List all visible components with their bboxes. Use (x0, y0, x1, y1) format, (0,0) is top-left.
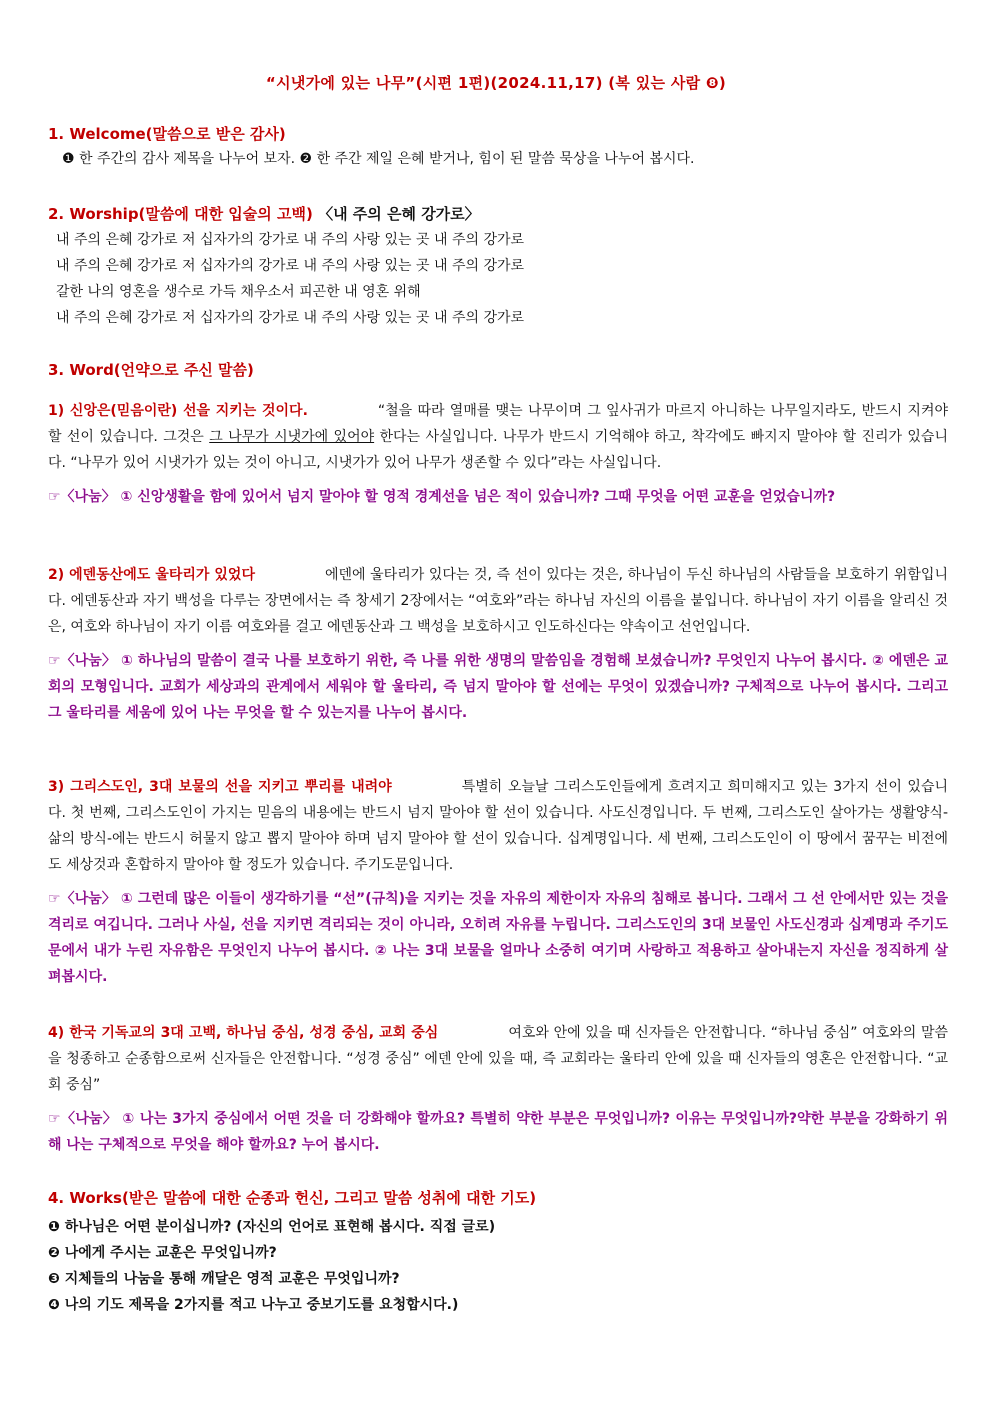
word-point-2 (48, 562, 948, 726)
point-paragraph (48, 774, 948, 878)
section-heading: 1. Welcome(말씀으로 받은 감사) (48, 125, 286, 143)
point-text: 에덴에 울타리가 있다는 것, 즉 선이 있다는 것은, 하나님이 두신 하나님의 사람들을 보호하기 위함입니다. 에덴동산과 자기 백성을 다루는 장면에서는 즉 창세기 2장에서는 “여호와”라는 하나님 자신의 이름을 붙입니다. 하나님이 자기 이름을 알리신 것은, 여호와 하나님이 자기 이름 여호와를 걸고 에덴동산과 그 백성을 보호하시고 인도하신다는 약속이고 선언입니다. (48, 567, 948, 635)
point-paragraph (48, 1020, 948, 1098)
works-item: ❹ 나의 기도 제목을 2가지를 적고 나누고 중보기도를 요청합시다.) (48, 1297, 459, 1313)
word-point-3 (48, 774, 948, 990)
point-subtitle: 2) 에덴동산에도 울타리가 있었다 (48, 567, 255, 583)
works-item: ❸ 지체들의 나눔을 통해 깨달은 영적 교훈은 무엇입니까? (48, 1271, 400, 1287)
section-body: ❶ 한 주간의 감사 제목을 나누어 보자. ❷ 한 주간 제일 은혜 받거나, 힘이 된 말씀 묵상을 나누어 봅시다. (62, 151, 695, 167)
lyric-line: 갈한 나의 영혼을 생수로 가득 채우소서 피곤한 내 영혼 위해 (56, 284, 421, 300)
section-welcome (48, 124, 948, 172)
point-text: “철을 따라 열매를 맺는 나무이며 그 잎사귀가 마르지 아니하는 나무일지라도, 반드시 지켜야 할 선이 있습니다. 그것은 (48, 403, 948, 445)
works-item: ❶ 하나님은 어떤 분이십니까? (자신의 언어로 표현해 봅시다. 직접 글로) (48, 1219, 496, 1235)
point-text: 특별히 오늘날 그리스도인들에게 흐려지고 희미해지고 있는 3가지 선이 있습니다. 첫 번째, 그리스도인이 가지는 믿음의 내용에는 반드시 넘지 말아야 할 선이 있습니다. 사도신경입니다. 두 번째, 그리스도인 살아가는 생활양식-삶의 방식-에는 반드시 허물지 않고 뽑지 말아야 하며 넘지 말아야 할 선이 있습니다. 십계명입니다. 세 번째, 그리스도인이 이 땅에서 꿈꾸는 비전에도 세상것과 혼합하지 말아야 할 정도가 있습니다. 주기도문입니다. (48, 779, 949, 873)
point-text: 여호와 안에 있을 때 신자들은 안전합니다. “하나님 중심” 여호와의 말씀을 청종하고 순종함으로써 신자들은 안전합니다. “성경 중심” 에덴 안에 있을 때, 즉 교회라는 울타리 안에 있을 때 신자들의 영혼은 안전합니다. “교회 중심” (48, 1025, 948, 1093)
section-works (48, 1188, 948, 1318)
works-item: ❷ 나에게 주시는 교훈은 무엇입니까? (48, 1245, 277, 1261)
song-title: 〈내 주의 은혜 강가로〉 (318, 205, 480, 223)
point-paragraph (48, 562, 948, 640)
heading-text: 2. Worship(말씀에 대한 입술의 고백) (48, 205, 313, 223)
sharing-question: ☞〈나눔〉 ① 신앙생활을 함에 있어서 넘지 말아야 할 영적 경계선을 넘은 적이 있습니까? 그때 무엇을 어떤 교훈을 얻었습니까? (48, 489, 836, 505)
underlined-text: 그 나무가 시냇가에 있어야 (209, 429, 375, 445)
section-heading: 3. Word(언약으로 주신 말씀) (48, 361, 254, 379)
lyric-line: 내 주의 은혜 강가로 저 십자가의 강가로 내 주의 사랑 있는 곳 내 주의 강가로 (56, 310, 525, 326)
point-subtitle: 4) 한국 기독교의 3대 고백, 하나님 중심, 성경 중심, 교회 중심 (48, 1025, 439, 1041)
sharing-question: ☞〈나눔〉 ① 그런데 많은 이들이 생각하기를 “선”(규칙)을 지키는 것을 자유의 제한이자 자유의 침해로 봅니다. 그래서 그 선 안에서만 있는 것을 격리로 여깁니다. 그러나 사실, 선을 지키면 격리되는 것이 아니라, 오히려 자유를 누립니다. 그리스도인의 3대 보물인 사도신경과 십계명과 주기도문에서 내가 누린 자유함은 무엇인지 나누어 봅시다. ② 나는 3대 보물을 얼마나 소중히 여기며 사랑하고 적용하고 살아내는지 자신을 정직하게 살펴봅시다. (48, 891, 948, 985)
point-subtitle: 3) 그리스도인, 3대 보물의 선을 지키고 뿌리를 내려야 (48, 779, 392, 795)
section-heading: 4. Works(받은 말씀에 대한 순종과 헌신, 그리고 말씀 성취에 대한 기도) (48, 1189, 537, 1207)
section-word (48, 360, 948, 380)
sharing-question: ☞〈나눔〉 ① 하나님의 말씀이 결국 나를 보호하기 위한, 즉 나를 위한 생명의 말씀임을 경험해 보셨습니까? 무엇인지 나누어 봅시다. ② 에덴은 교회의 모형입니다. 교회가 세상과의 관계에서 세워야 할 울타리, 즉 넘지 말아야 할 선에는 무엇이 있겠습니까? 구체적으로 나누어 봅시다. 그리고 그 울타리를 세움에 있어 나는 무엇을 할 수 있는지를 나누어 봅시다. (48, 653, 948, 721)
lyric-line: 내 주의 은혜 강가로 저 십자가의 강가로 내 주의 사랑 있는 곳 내 주의 강가로 (56, 258, 525, 274)
point-paragraph (48, 398, 948, 476)
word-point-4 (48, 1020, 948, 1158)
point-subtitle: 1) 신앙은(믿음이란) 선을 지키는 것이다. (48, 403, 308, 419)
section-heading (48, 204, 948, 224)
page-title: “시냇가에 있는 나무”(시편 1편)(2024.11,17) (복 있는 사람 ❽) (265, 74, 727, 92)
word-point-1 (48, 398, 948, 510)
section-worship (48, 204, 948, 331)
lyric-line: 내 주의 은혜 강가로 저 십자가의 강가로 내 주의 사랑 있는 곳 내 주의 강가로 (56, 232, 525, 248)
sharing-question: ☞〈나눔〉 ① 나는 3가지 중심에서 어떤 것을 더 강화해야 할까요? 특별히 약한 부분은 무엇입니까? 이유는 무엇입니까?약한 부분을 강화하기 위해 나는 구체적으로 무엇을 해야 할까요? 누어 봅시다. (48, 1111, 948, 1153)
point-text-cont: 한다는 사실입니다. 나무가 반드시 기억해야 하고, 착각에도 빠지지 말아야 할 진리가 있습니다. “나무가 있어 시냇가가 있는 것이 아니고, 시냇가가 있어 나무가 생존할 수 있다”라는 사실입니다. (48, 429, 948, 471)
